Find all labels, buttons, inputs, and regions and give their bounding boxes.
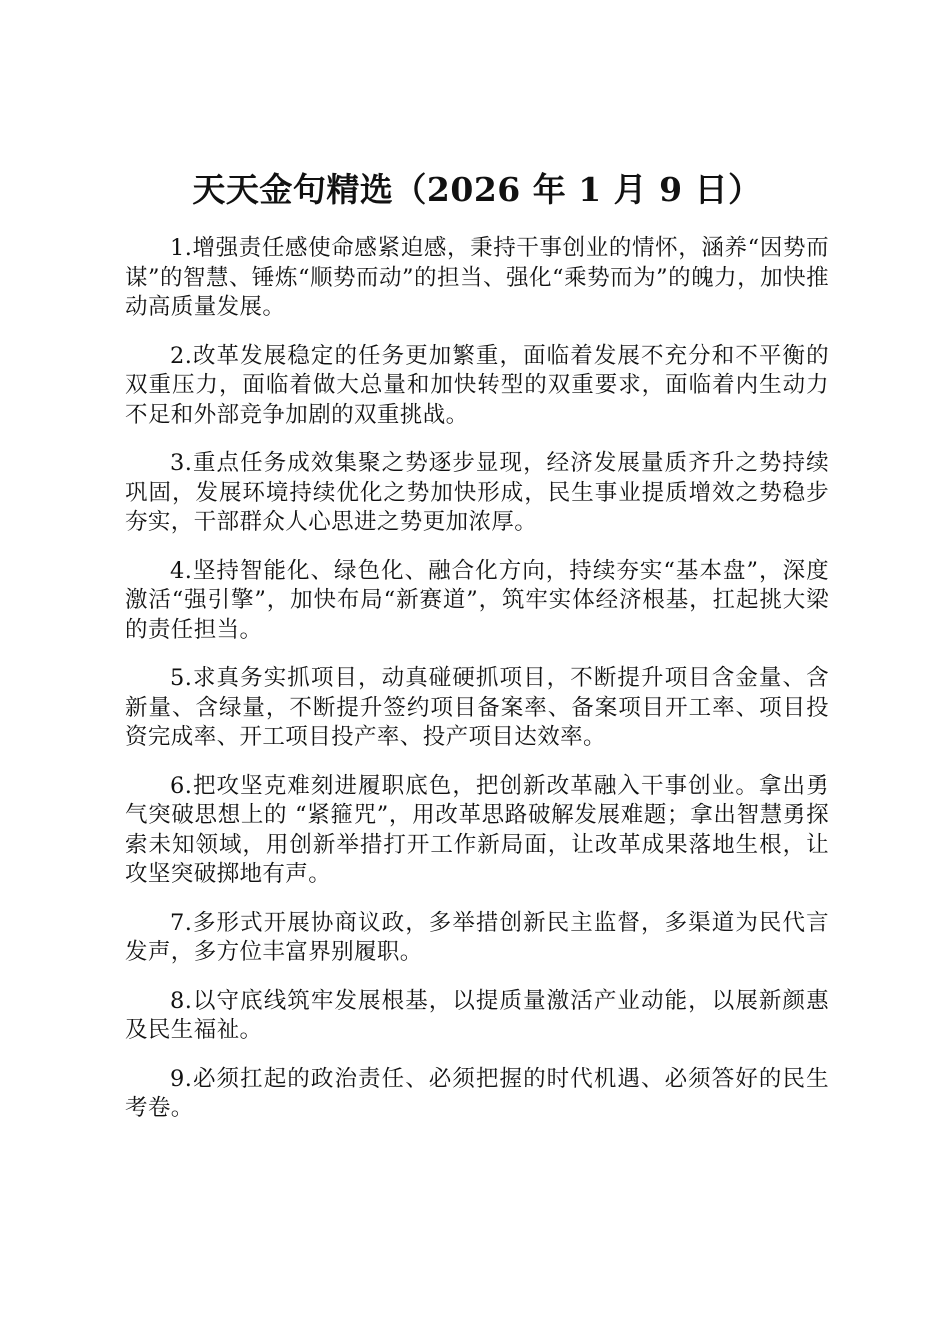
- quote-paragraph-2: 2.改革发展稳定的任务更加繁重，面临着发展不充分和不平衡的双重压力，面临着做大总量和加快转型的双重要求，面临着内生动力不足和外部竞争加剧的双重挑战。: [125, 342, 829, 428]
- quote-paragraph-6: 6.把攻坚克难刻进履职底色，把创新改革融入干事创业。拿出勇气突破思想上的 “紧箍咒”，用改革思路破解发展难题；拿出智慧勇探索未知领域，用创新举措打开工作新局面，让改革成果落地生根，让攻坚突破掷地有声。: [125, 772, 829, 887]
- quote-paragraph-9: 9.必须扛起的政治责任、必须把握的时代机遇、必须答好的民生考卷。: [125, 1065, 829, 1121]
- document-title: 天天金句精选（2026 年 1 月 9 日）: [192, 170, 762, 209]
- quote-paragraph-3: 3.重点任务成效集聚之势逐步显现，经济发展量质齐升之势持续巩固，发展环境持续优化之势加快形成，民生事业提质增效之势稳步夯实，干部群众人心思进之势更加浓厚。: [125, 450, 829, 535]
- quote-paragraph-1: 1.增强责任感使命感紧迫感，秉持干事创业的情怀，涵养“因势而谋”的智慧、锤炼“顺势而动”的担当、强化“乘势而为”的魄力，加快推动高质量发展。: [125, 235, 829, 320]
- quote-paragraph-4: 4.坚持智能化、绿色化、融合化方向，持续夯实“基本盘”，深度激活“强引擎”，加快布局“新赛道”，筑牢实体经济根基，扛起挑大梁的责任担当。: [125, 557, 829, 643]
- quote-paragraph-5: 5.求真务实抓项目，动真碰硬抓项目，不断提升项目含金量、含新量、含绿量，不断提升签约项目备案率、备案项目开工率、项目投资完成率、开工项目投产率、投产项目达效率。: [125, 665, 829, 750]
- quote-paragraph-8: 8.以守底线筑牢发展根基，以提质量激活产业动能，以展新颜惠及民生福祉。: [125, 987, 829, 1043]
- document-page: [125, 168, 829, 1143]
- quote-paragraph-7: 7.多形式开展协商议政，多举措创新民主监督，多渠道为民代言发声，多方位丰富界别履职。: [125, 909, 829, 965]
